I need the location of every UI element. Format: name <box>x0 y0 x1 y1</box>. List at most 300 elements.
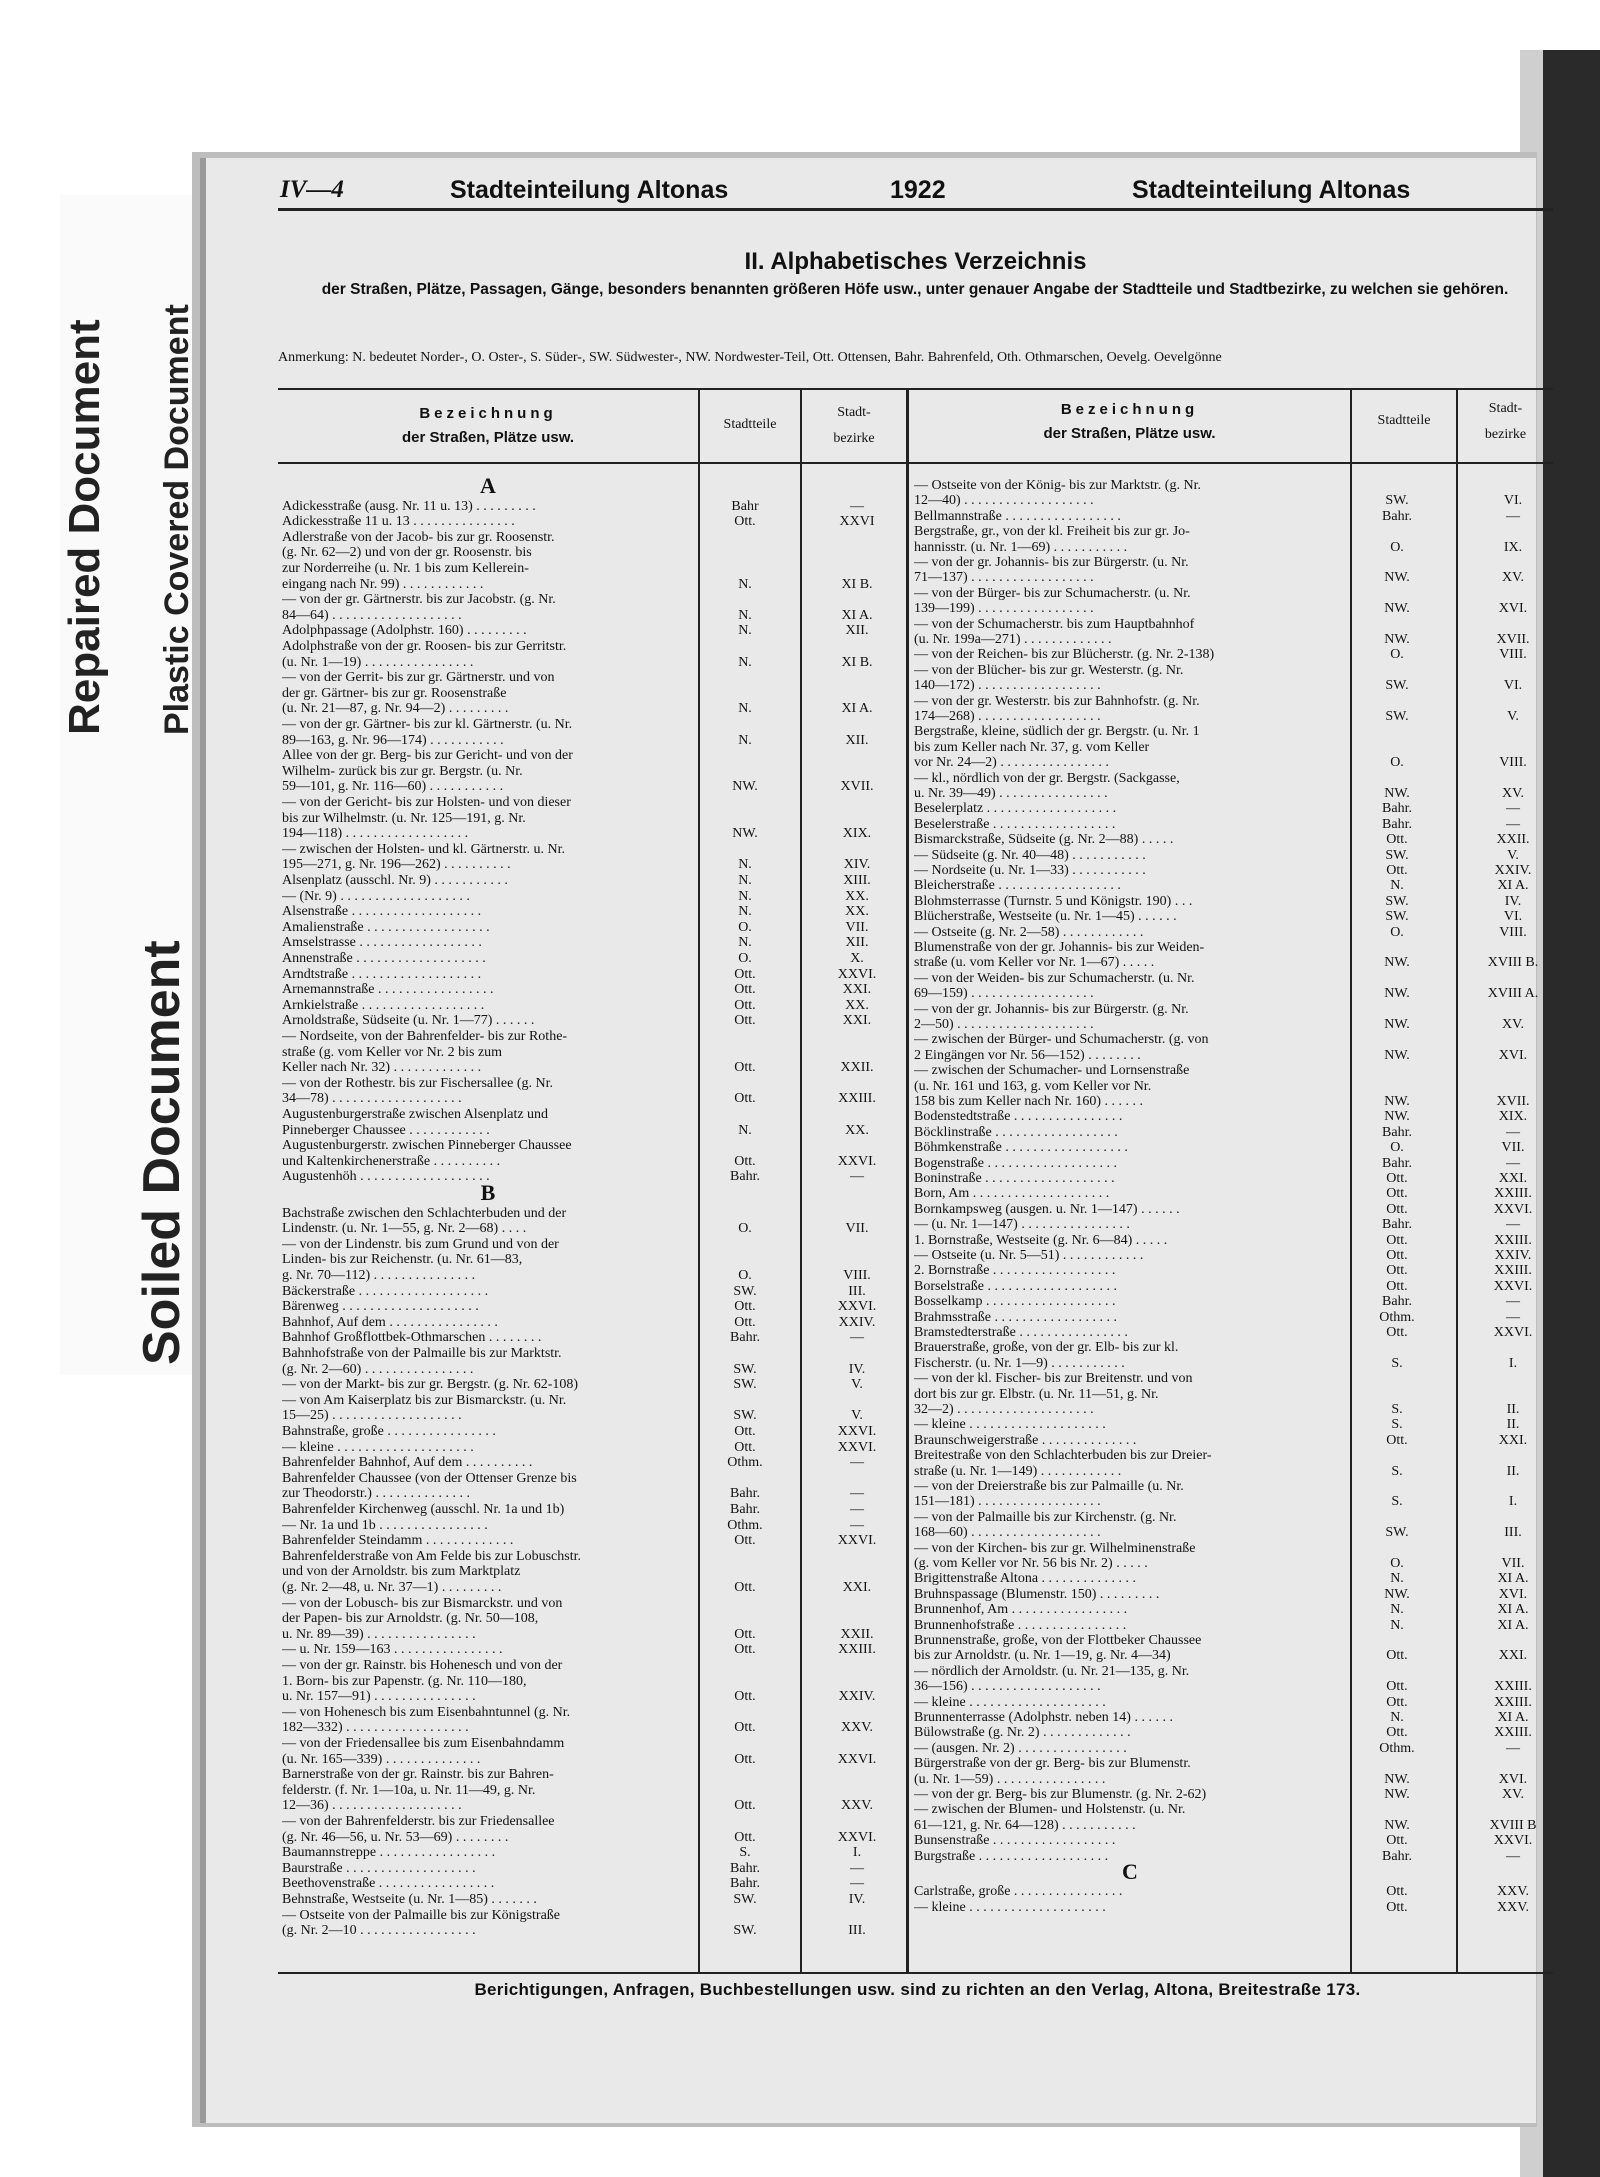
street-name: — Ostseite (g. Nr. 2—58) . . . . . . . . . . . . <box>914 924 1144 940</box>
table-row <box>282 1123 906 1139</box>
table-row <box>282 748 906 764</box>
stadtbezirk: — <box>850 1502 864 1517</box>
table-row <box>282 1814 906 1830</box>
street-name: — Ostseite von der König- bis zur Marktstr. (g. Nr. <box>914 478 1201 493</box>
table-row <box>914 1679 1550 1695</box>
table-row <box>914 1325 1550 1341</box>
table-row <box>914 894 1550 910</box>
table-row <box>914 909 1550 925</box>
street-name: Adolphpassage (Adolphstr. 160) . . . . . . . . . <box>282 623 527 639</box>
stadtteil: Ott. <box>1386 832 1408 848</box>
table-row <box>914 1710 1550 1726</box>
stadtbezirk: V. <box>851 1377 863 1393</box>
street-name: — Ostseite von der Palmaille bis zur Königstraße <box>282 1907 560 1923</box>
table-row <box>914 863 1550 879</box>
stadtbezirk: — <box>1506 1155 1520 1171</box>
table-row <box>282 1845 906 1861</box>
stadtbezirk: — <box>850 1330 864 1346</box>
street-name: 158 bis zum Keller nach Nr. 160) . . . . . . <box>914 1094 1144 1109</box>
stadtteil: O. <box>1390 755 1404 771</box>
stadtteil: O. <box>738 951 752 966</box>
stadtbezirk: XXVI. <box>1493 1325 1533 1340</box>
table-row <box>282 920 906 936</box>
table-row <box>282 1091 906 1107</box>
table-row <box>282 1736 906 1752</box>
street-name: Bahrenfelder Kirchenweg (ausschl. Nr. 1a und 1b) <box>282 1502 565 1517</box>
table-row <box>914 1171 1550 1187</box>
stadtbezirk: XXIII. <box>838 1642 876 1658</box>
stadtbezirk: — <box>1506 1309 1520 1325</box>
stadtteil: Ott. <box>1386 1432 1408 1448</box>
table-row <box>282 873 906 889</box>
stadtteil: Bahr. <box>730 1486 760 1502</box>
table-row <box>282 1549 906 1565</box>
stadtteil: Bahr. <box>730 1860 760 1876</box>
street-name: 61—121, g. Nr. 64—128) . . . . . . . . . . . <box>914 1817 1136 1833</box>
table-row <box>282 1138 906 1154</box>
table-row <box>914 1371 1550 1387</box>
stadtteil: Ott. <box>734 1829 756 1845</box>
stadtbezirk: — <box>850 1455 864 1471</box>
stadtteil: Ott. <box>1386 1725 1408 1741</box>
street-name: Bahnhof, Auf dem . . . . . . . . . . . . . . . . <box>282 1314 498 1330</box>
street-name: u. Nr. 89—39) . . . . . . . . . . . . . . . . <box>282 1626 476 1642</box>
street-name: bis zum Keller nach Nr. 37, g. vom Keller <box>914 739 1150 755</box>
stadtbezirk: — <box>1506 1740 1520 1756</box>
street-name: der Papen- bis zur Arnoldstr. (g. Nr. 50—108, <box>282 1611 539 1627</box>
table-row <box>914 601 1550 617</box>
street-name: Pinneberger Chaussee . . . . . . . . . . . . <box>282 1122 490 1138</box>
stadtbezirk: VI. <box>1503 678 1523 694</box>
table-row <box>282 1861 906 1877</box>
table-row <box>282 1252 906 1268</box>
table-row <box>282 1362 906 1378</box>
table-row <box>282 826 906 842</box>
stadtbezirk: XVII. <box>1496 632 1530 647</box>
stadtteil: NW. <box>732 826 758 842</box>
stadtteil: Ott. <box>734 1798 756 1814</box>
street-name: 71—137) . . . . . . . . . . . . . . . . . . <box>914 570 1094 586</box>
street-name: 195—271, g. Nr. 196—262) . . . . . . . . . . <box>282 857 511 873</box>
street-name: — von der Lobusch- bis zur Bismarckstr. und von <box>282 1595 563 1611</box>
table-row <box>914 1125 1550 1141</box>
stadtbezirk: XV. <box>1502 570 1524 586</box>
street-name: 59—101, g. Nr. 116—60) . . . . . . . . . . . <box>282 779 504 795</box>
stadtbezirk: XXI. <box>842 1013 872 1029</box>
table-row <box>282 764 906 780</box>
stadtbezirk: I. <box>852 1845 862 1861</box>
street-name: dort bis zur gr. Elbstr. (u. Nr. 11—51, g. Nr. <box>914 1386 1159 1402</box>
col-header-bezirke-2: bezirke <box>1484 427 1527 442</box>
stadtbezirk: XXIII. <box>1494 1263 1532 1279</box>
stadtbezirk: XX. <box>845 997 869 1013</box>
table-row <box>282 1876 906 1892</box>
table-row <box>914 1402 1550 1418</box>
street-name: Blücherstraße, Westseite (u. Nr. 1—45) . . . . . . <box>914 909 1177 925</box>
street-name: — von der Rothestr. bis zur Fischersallee (g. Nr. <box>282 1075 554 1091</box>
stadtteil: NW. <box>1384 632 1410 647</box>
table-row <box>282 1580 906 1596</box>
street-name: Beethovenstraße . . . . . . . . . . . . . . . . . <box>282 1876 495 1892</box>
table-row <box>914 1802 1550 1818</box>
table-row <box>914 817 1550 833</box>
stadtbezirk: IX. <box>1503 539 1523 555</box>
table-row <box>914 1063 1550 1079</box>
street-name: 69—159) . . . . . . . . . . . . . . . . . . <box>914 986 1094 1002</box>
table-row <box>914 1525 1550 1541</box>
stadtteil: NW. <box>1384 955 1410 971</box>
stadtteil: NW. <box>1384 1094 1410 1109</box>
table-row <box>282 1720 906 1736</box>
stadtteil: Ott. <box>734 514 756 530</box>
street-name: Bosselkamp . . . . . . . . . . . . . . . . . . . <box>914 1294 1116 1310</box>
street-name: Bramstedterstraße . . . . . . . . . . . . . . . . <box>914 1325 1128 1340</box>
table-row <box>282 655 906 671</box>
table-row <box>282 639 906 655</box>
stadtbezirk: IV. <box>848 1892 866 1907</box>
table-row <box>914 1664 1550 1680</box>
street-name: — von Hohenesch bis zum Eisenbahntunnel (g. Nr. <box>282 1704 571 1720</box>
table-row <box>914 1156 1550 1172</box>
table-row <box>914 1695 1550 1711</box>
table-row <box>282 967 906 983</box>
stadtteil: Ott. <box>1386 1248 1408 1263</box>
stadtbezirk: XI A. <box>1497 878 1529 894</box>
stadtteil: Bahr. <box>1382 1217 1412 1233</box>
table-row <box>914 724 1550 740</box>
stadtteil: NW. <box>1384 1017 1410 1032</box>
table-row <box>282 1674 906 1690</box>
stadtteil: Ott. <box>1386 1648 1408 1664</box>
table-row <box>282 1689 906 1705</box>
stadtteil: Bahr. <box>730 1169 760 1185</box>
table-row <box>914 1833 1550 1849</box>
stadtbezirk: IV. <box>848 1361 866 1377</box>
street-name: 12—36) . . . . . . . . . . . . . . . . . . . <box>282 1798 462 1814</box>
stadtbezirk: VIII. <box>843 1268 871 1283</box>
table-row <box>282 904 906 920</box>
stadtbezirk: — <box>850 1169 864 1185</box>
stadtbezirk: — <box>1506 1124 1520 1140</box>
stadtteil: Ott. <box>734 1153 756 1169</box>
street-name: zur Theodorstr.) . . . . . . . . . . . . . . <box>282 1486 470 1502</box>
street-name: Amalienstraße . . . . . . . . . . . . . . . . . . <box>282 919 490 935</box>
table-top-rule <box>278 388 1553 390</box>
table-row <box>914 663 1550 679</box>
street-name: (g. Nr. 62—2) und von der gr. Roosenstr. bis <box>282 545 532 561</box>
street-name: (u. Nr. 21—87, g. Nr. 94—2) . . . . . . . . . <box>282 701 509 717</box>
stadtteil: N. <box>738 732 752 748</box>
page-number: IV—4 <box>280 176 344 203</box>
street-name: Linden- bis zur Reichenstr. (u. Nr. 61—83, <box>282 1252 523 1268</box>
stadtteil: Ott. <box>1386 1278 1408 1294</box>
street-name: Behnstraße, Westseite (u. Nr. 1—85) . . . . . . . <box>282 1892 537 1907</box>
stadtbezirk: VIII. <box>1499 647 1527 663</box>
table-row <box>914 1571 1550 1587</box>
table-row <box>914 986 1550 1002</box>
table-row <box>914 1772 1550 1788</box>
stadtteil: O. <box>1390 1556 1404 1571</box>
street-name: Burgstraße . . . . . . . . . . . . . . . . . . . <box>914 1848 1109 1864</box>
table-row <box>282 623 906 639</box>
stadtbezirk: — <box>1506 801 1520 817</box>
street-name: straße (u. Nr. 1—149) . . . . . . . . . . . . <box>914 1463 1122 1479</box>
table-row <box>282 499 906 515</box>
street-name: Beselerplatz . . . . . . . . . . . . . . . . . . . <box>914 801 1117 817</box>
table-row <box>282 1045 906 1061</box>
table-row <box>282 1154 906 1170</box>
table-row <box>282 1237 906 1253</box>
street-name: — von der kl. Fischer- bis zur Breitenstr. und von <box>914 1371 1193 1387</box>
street-name: Augustenhöh . . . . . . . . . . . . . . . . . . . <box>282 1169 490 1185</box>
section-subtitle: der Straßen, Plätze, Passagen, Gänge, besonders benannten größeren Höfe usw., unter genauer Angabe der Stadtteile und Stadtbezirke, zu welchen sie gehören. <box>321 281 1509 298</box>
stadtteil: SW. <box>733 1892 757 1907</box>
street-name: — (u. Nr. 1—147) . . . . . . . . . . . . . . . . <box>914 1217 1130 1233</box>
table-row <box>282 1408 906 1424</box>
street-name: Baumannstreppe . . . . . . . . . . . . . . . . . <box>282 1845 496 1861</box>
table-row <box>914 1186 1550 1202</box>
table-row <box>282 1107 906 1123</box>
table-row <box>914 540 1550 556</box>
stadtbezirk: III. <box>848 1283 866 1299</box>
stadtbezirk: XIV. <box>843 857 871 873</box>
street-name: Böcklinstraße . . . . . . . . . . . . . . . . . . <box>914 1124 1118 1140</box>
stadtteil: Bahr. <box>1382 508 1412 524</box>
table-row <box>914 1849 1550 1865</box>
stadtteil: S. <box>1391 1494 1403 1510</box>
stadtteil: SW. <box>1385 909 1409 925</box>
stadtteil: Bahr. <box>1382 1294 1412 1310</box>
stadtteil: SW. <box>733 1283 757 1299</box>
table-row <box>282 795 906 811</box>
table-row <box>914 1648 1550 1664</box>
street-name: Adickesstraße 11 u. 13 . . . . . . . . . . . . . . . <box>282 514 515 530</box>
table-row <box>914 1202 1550 1218</box>
street-name: — kleine . . . . . . . . . . . . . . . . . . . . <box>914 1417 1106 1433</box>
stadtteil: N. <box>1390 1602 1404 1618</box>
stadtbezirk: XXI. <box>842 1580 872 1595</box>
street-name: — von der Lindenstr. bis zum Grund und von der <box>282 1236 559 1252</box>
table-row <box>914 771 1550 787</box>
street-name: — (ausgen. Nr. 2) . . . . . . . . . . . . . . . . <box>914 1740 1127 1756</box>
table-row <box>282 701 906 717</box>
stadtbezirk: XX. <box>845 888 869 904</box>
table-row <box>914 1587 1550 1603</box>
plastic-covered-document-label: Plastic Covered Document <box>158 304 196 735</box>
street-name: 15—25) . . . . . . . . . . . . . . . . . . . <box>282 1408 462 1424</box>
stadtbezirk: XVI. <box>1498 1586 1528 1602</box>
stadtteil: Ott. <box>734 1299 756 1315</box>
street-name: Bärenweg . . . . . . . . . . . . . . . . . . . . <box>282 1299 479 1315</box>
stadtteil: NW. <box>1384 1109 1410 1125</box>
street-name: Brahmsstraße . . . . . . . . . . . . . . . . . . <box>914 1309 1117 1325</box>
street-name: 2 Eingängen vor Nr. 56—152) . . . . . . . . <box>914 1047 1141 1063</box>
street-name: (g. Nr. 2—60) . . . . . . . . . . . . . . . . <box>282 1361 474 1377</box>
stadtbezirk: XXI. <box>1498 1171 1528 1186</box>
stadtteil: N. <box>738 935 752 951</box>
stadtteil: Othm. <box>727 1455 763 1471</box>
street-name: 139—199) . . . . . . . . . . . . . . . . . <box>914 601 1094 617</box>
street-name: (u. Nr. 1—59) . . . . . . . . . . . . . . . . <box>914 1771 1106 1787</box>
stadtbezirk: II. <box>1506 1417 1520 1433</box>
table-row <box>282 1299 906 1315</box>
table-row <box>914 478 1550 494</box>
stadtbezirk: — <box>850 1860 864 1876</box>
stadtteil: Ott. <box>734 1314 756 1330</box>
street-name: Bruhnspassage (Blumenstr. 150) . . . . . . . . . <box>914 1586 1160 1602</box>
street-name: Bahrenfelder Steindamm . . . . . . . . . . . . . <box>282 1533 514 1549</box>
table-row <box>914 1900 1550 1916</box>
stadtbezirk: XXIV. <box>1494 1248 1532 1263</box>
stadtteil: Ott. <box>1386 1884 1408 1900</box>
stadtbezirk: XXVI. <box>837 1299 877 1315</box>
street-name: — (Nr. 9) . . . . . . . . . . . . . . . . . . . <box>282 888 470 904</box>
stadtteil: Ott. <box>734 1689 756 1705</box>
table-row <box>282 1206 906 1222</box>
stadtteil: S. <box>1391 1417 1403 1433</box>
stadtbezirk: — <box>850 1517 864 1533</box>
street-name: und Kaltenkirchenerstraße . . . . . . . . . . <box>282 1153 501 1169</box>
street-name: — von der Weiden- bis zur Schumacherstr. (u. Nr. <box>914 970 1195 986</box>
stadtteil: N. <box>1390 1571 1404 1587</box>
stadtbezirk: XXI. <box>1498 1648 1528 1664</box>
table-row <box>282 1752 906 1768</box>
stadtteil: N. <box>738 623 752 639</box>
table-row <box>282 1315 906 1331</box>
table-row <box>914 1818 1550 1834</box>
street-name: (u. Nr. 199a—271) . . . . . . . . . . . . . <box>914 632 1112 647</box>
table-row <box>914 786 1550 802</box>
stadtbezirk: XXVI. <box>837 1424 877 1439</box>
street-name: Augustenburgerstr. zwischen Pinneberger Chaussee <box>282 1138 572 1154</box>
table-row <box>282 982 906 998</box>
street-name: 32—2) . . . . . . . . . . . . . . . . . . . . <box>914 1402 1094 1417</box>
street-name: (g. vom Keller vor Nr. 56 bis Nr. 2) . . . . . <box>914 1556 1148 1571</box>
table-row <box>914 1464 1550 1480</box>
table-row <box>914 1602 1550 1618</box>
table-row <box>914 955 1550 971</box>
stadtteil: N. <box>738 904 752 920</box>
street-name: Adlerstraße von der Jacob- bis zur gr. Roosenstr. <box>282 529 555 545</box>
street-name: 182—332) . . . . . . . . . . . . . . . . . . <box>282 1720 469 1736</box>
stadtbezirk: XXIV. <box>1494 863 1532 878</box>
street-name: straße (u. vom Keller vor Nr. 1—67) . . . . . <box>914 955 1155 971</box>
table-row <box>282 842 906 858</box>
stadtteil: Othm. <box>1379 1740 1415 1756</box>
stadtteil: NW. <box>1384 1586 1410 1602</box>
table-row <box>914 617 1550 633</box>
col-header-name-sub: der Straßen, Plätze usw. <box>1043 425 1216 442</box>
street-name: Annenstraße . . . . . . . . . . . . . . . . . . . <box>282 951 486 966</box>
table-row <box>282 1471 906 1487</box>
table-row <box>914 1756 1550 1772</box>
letter-heading <box>914 1864 1550 1884</box>
street-name: Bülowstraße (g. Nr. 2) . . . . . . . . . . . . . <box>914 1725 1131 1741</box>
table-row <box>282 1596 906 1612</box>
street-name: Bahnstraße, große . . . . . . . . . . . . . . . . <box>282 1424 496 1439</box>
stadtteil: Ott. <box>1386 1325 1408 1340</box>
table-row <box>914 1248 1550 1264</box>
col-header-name <box>278 402 698 450</box>
street-name: Arndtstraße . . . . . . . . . . . . . . . . . . . <box>282 966 482 982</box>
table-row <box>282 1564 906 1580</box>
street-name: Bodenstedtstraße . . . . . . . . . . . . . . . . <box>914 1109 1123 1125</box>
stadtbezirk: XI A. <box>1497 1710 1529 1725</box>
street-name: — kleine . . . . . . . . . . . . . . . . . . . . <box>914 1899 1106 1915</box>
stadtteil: Ott. <box>734 1533 756 1549</box>
table-row <box>914 678 1550 694</box>
table-row <box>914 524 1550 540</box>
street-name: Wilhelm- zurück bis zur gr. Bergstr. (u. Nr. <box>282 763 523 779</box>
table-row <box>282 779 906 795</box>
street-name: Bahrenfelder Bahnhof, Auf dem . . . . . . . . . . <box>282 1455 533 1471</box>
stadtteil: NW. <box>1384 601 1410 617</box>
stadtbezirk: XVI. <box>1498 1771 1528 1787</box>
table-row <box>282 733 906 749</box>
col-header-bezirke-right <box>1458 396 1553 448</box>
col-header-bezirke-1: Stadt- <box>837 405 871 420</box>
col-header-bezirke <box>802 400 906 452</box>
street-name: — von der Bürger- bis zur Schumacherstr. (u. Nr. <box>914 585 1191 601</box>
table-row <box>914 925 1550 941</box>
stadtteil: Ott. <box>1386 1679 1408 1695</box>
stadtbezirk: VIII. <box>1499 755 1527 771</box>
street-name: Bergstraße, kleine, südlich der gr. Bergstr. (u. Nr. 1 <box>914 724 1200 740</box>
street-name: — von der Friedensallee bis zum Eisenbahndamm <box>282 1736 565 1751</box>
street-name: Born, Am . . . . . . . . . . . . . . . . . . . . <box>914 1186 1110 1202</box>
stadtteil: Ott. <box>734 1439 756 1455</box>
table-row <box>282 1029 906 1045</box>
table-row <box>914 1002 1550 1018</box>
table-row <box>914 940 1550 956</box>
stadtteil: Bahr. <box>1382 1124 1412 1140</box>
table-row <box>914 647 1550 663</box>
table-header-rule <box>278 462 1553 464</box>
stadtbezirk: — <box>1506 1217 1520 1233</box>
table-row <box>282 1533 906 1549</box>
street-name: g. Nr. 70—112) . . . . . . . . . . . . . . . <box>282 1268 476 1283</box>
stadtbezirk: IV. <box>1504 893 1522 909</box>
stadtbezirk: XXIV. <box>838 1689 876 1705</box>
table-row <box>914 632 1550 648</box>
street-name: — Nordseite, von der Bahrenfelder- bis zur Rothe- <box>282 1029 568 1044</box>
table-row <box>914 1094 1550 1110</box>
table-row <box>914 570 1550 586</box>
street-name: Blumenstraße von der gr. Johannis- bis zur Weiden- <box>914 940 1205 955</box>
street-name: Alsenstraße . . . . . . . . . . . . . . . . . . . <box>282 904 482 920</box>
stadtbezirk: XXI. <box>1498 1432 1528 1448</box>
col-header-bezirke-1: Stadt- <box>1488 401 1523 416</box>
stadtbezirk: XXV. <box>840 1720 874 1736</box>
stadtbezirk: XXVI. <box>837 1153 877 1169</box>
street-name: Bürgerstraße von der gr. Berg- bis zur Blumenstr. <box>914 1756 1191 1772</box>
stadtbezirk: XII. <box>845 623 869 639</box>
col-header-name-title: Bezeichnung <box>1060 401 1199 418</box>
table-row <box>282 1393 906 1409</box>
col-header-stadtteile: Stadtteile <box>723 417 777 432</box>
stadtbezirk: II. <box>1506 1463 1520 1479</box>
street-name: 194—118) . . . . . . . . . . . . . . . . . . <box>282 826 469 842</box>
table-row <box>282 1377 906 1393</box>
street-name: — von der gr. Gärtner- bis zur kl. Gärtnerstr. (u. Nr. <box>282 717 573 732</box>
table-row <box>914 878 1550 894</box>
table-row <box>914 1417 1550 1433</box>
stadtbezirk: V. <box>1507 847 1519 863</box>
stadtbezirk: XXVI. <box>1493 1201 1533 1217</box>
stadtbezirk: III. <box>848 1923 866 1939</box>
table-row <box>282 1424 906 1440</box>
street-name: (u. Nr. 161 und 163, g. vom Keller vor Nr. <box>914 1078 1152 1094</box>
